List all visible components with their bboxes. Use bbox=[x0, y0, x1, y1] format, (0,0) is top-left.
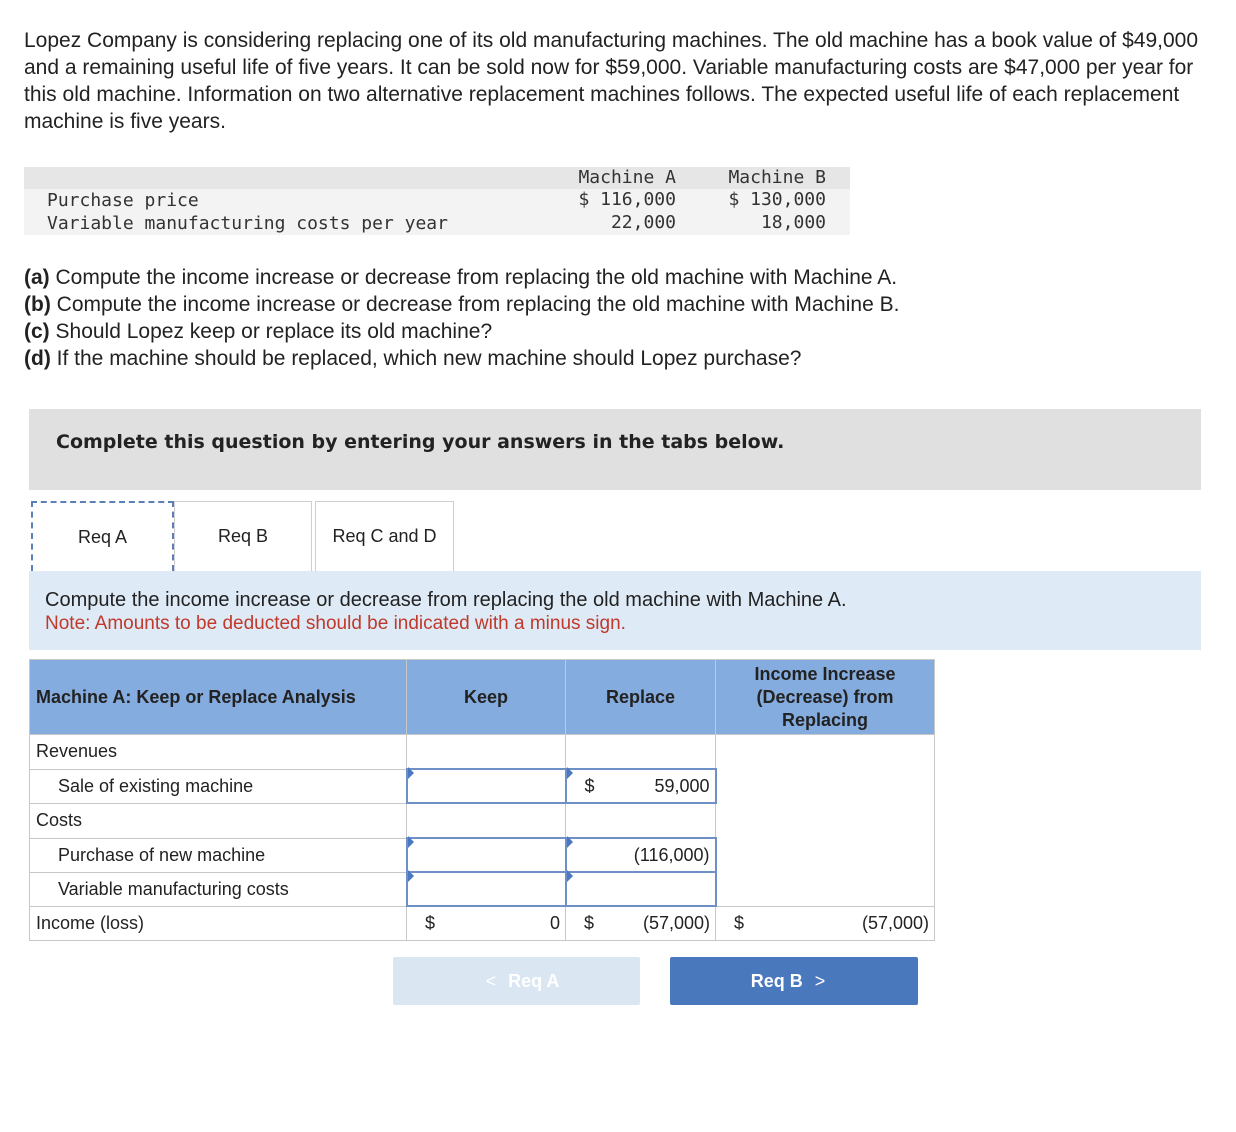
requirement-d: (d) If the machine should be replaced, which new machine should Lopez purchase? bbox=[24, 347, 802, 370]
income-diff-total bbox=[716, 906, 935, 941]
header-replace: Replace bbox=[566, 660, 716, 735]
spec-row-variable-costs bbox=[24, 212, 850, 235]
currency-symbol: $ bbox=[734, 912, 745, 933]
tab-instruction-panel bbox=[29, 571, 1201, 650]
replace-income-value: (57,000) bbox=[642, 913, 710, 933]
row-label-revenues: Revenues bbox=[30, 735, 407, 770]
spec-value-a: 22,000 bbox=[610, 212, 676, 233]
problem-intro: Lopez Company is considering replacing one of its old manufacturing machines. The old machine has a book value of $49,000 and a remaining useful life of five years. It can be sold now for $59,000. Variable manufacturing costs are $47,000 per year for this old machine. Information on two alternative replacement machines follows. The expected useful life of each replacement machine is five years. bbox=[24, 29, 1199, 133]
currency-symbol: $ bbox=[584, 776, 595, 796]
spec-row-purchase-price bbox=[24, 189, 850, 212]
tab-req-b[interactable]: Req B bbox=[174, 501, 312, 571]
keep-purchase-input[interactable] bbox=[407, 838, 566, 872]
tab-req-a[interactable]: Req A bbox=[31, 501, 174, 571]
next-button-label: Req B bbox=[750, 970, 803, 991]
requirement-b: (b) Compute the income increase or decrease from replacing the old machine with Machine B. bbox=[24, 293, 900, 316]
income-diff-blank-area bbox=[716, 735, 935, 907]
prev-button-label: Req A bbox=[508, 970, 560, 991]
table-header-row bbox=[30, 660, 935, 735]
prev-req-a-button[interactable] bbox=[393, 957, 640, 1005]
keep-variable-input[interactable] bbox=[407, 872, 566, 906]
currency-symbol: $ bbox=[425, 913, 436, 933]
machine-spec-table bbox=[24, 167, 850, 235]
keep-income-value: 0 bbox=[549, 913, 560, 933]
row-label-sale-existing: Sale of existing machine bbox=[30, 769, 407, 803]
replace-purchase-input[interactable] bbox=[566, 838, 716, 872]
spec-header-row bbox=[24, 167, 850, 189]
instructions-banner bbox=[29, 409, 1201, 490]
tab-req-c-and-d[interactable]: Req C and D bbox=[315, 501, 454, 571]
minus-sign-note: Note: Amounts to be deducted should be indicated with a minus sign. bbox=[45, 613, 626, 634]
requirement-c: (c) Should Lopez keep or replace its old machine? bbox=[24, 320, 493, 343]
currency-symbol: $ bbox=[584, 913, 595, 933]
replace-sale-value: 59,000 bbox=[654, 776, 710, 796]
spec-col-machine-b: Machine B bbox=[728, 167, 826, 188]
spec-value-a: $ 116,000 bbox=[578, 189, 676, 210]
row-label-purchase-new: Purchase of new machine bbox=[30, 838, 407, 872]
spec-value-b: $ 130,000 bbox=[728, 189, 826, 210]
spec-col-machine-a: Machine A bbox=[578, 167, 676, 188]
keep-income-total bbox=[407, 906, 566, 941]
row-label-costs: Costs bbox=[30, 803, 407, 838]
next-req-b-button[interactable] bbox=[670, 957, 918, 1005]
table-row-revenues bbox=[30, 735, 935, 770]
replace-variable-input[interactable] bbox=[566, 872, 716, 906]
replace-income-total bbox=[566, 906, 716, 941]
header-analysis-title: Machine A: Keep or Replace Analysis bbox=[30, 660, 407, 735]
spec-value-b: 18,000 bbox=[760, 212, 826, 233]
header-income-difference: Income Increase (Decrease) from Replacing bbox=[716, 660, 935, 735]
chevron-left-icon: < bbox=[485, 970, 497, 991]
row-label-variable-costs: Variable manufacturing costs bbox=[30, 872, 407, 906]
spec-row-label: Variable manufacturing costs per year bbox=[47, 213, 448, 234]
replace-purchase-value: (116,000) bbox=[633, 845, 710, 865]
replace-sale-input[interactable] bbox=[566, 769, 716, 803]
banner-text: Complete this question by entering your answers in the tabs below. bbox=[56, 431, 785, 453]
keep-sale-input[interactable] bbox=[407, 769, 566, 803]
keep-or-replace-table bbox=[29, 659, 935, 941]
chevron-right-icon: > bbox=[814, 970, 826, 991]
income-diff-value: (57,000) bbox=[861, 912, 929, 933]
header-keep: Keep bbox=[407, 660, 566, 735]
table-row-income bbox=[30, 906, 935, 941]
requirements-list bbox=[24, 264, 899, 372]
row-label-income: Income (loss) bbox=[30, 906, 407, 941]
instruction-text: Compute the income increase or decrease from replacing the old machine with Machine A. bbox=[45, 589, 847, 611]
requirement-a: (a) Compute the income increase or decrease from replacing the old machine with Machine A. bbox=[24, 266, 898, 289]
spec-row-label: Purchase price bbox=[47, 190, 199, 211]
